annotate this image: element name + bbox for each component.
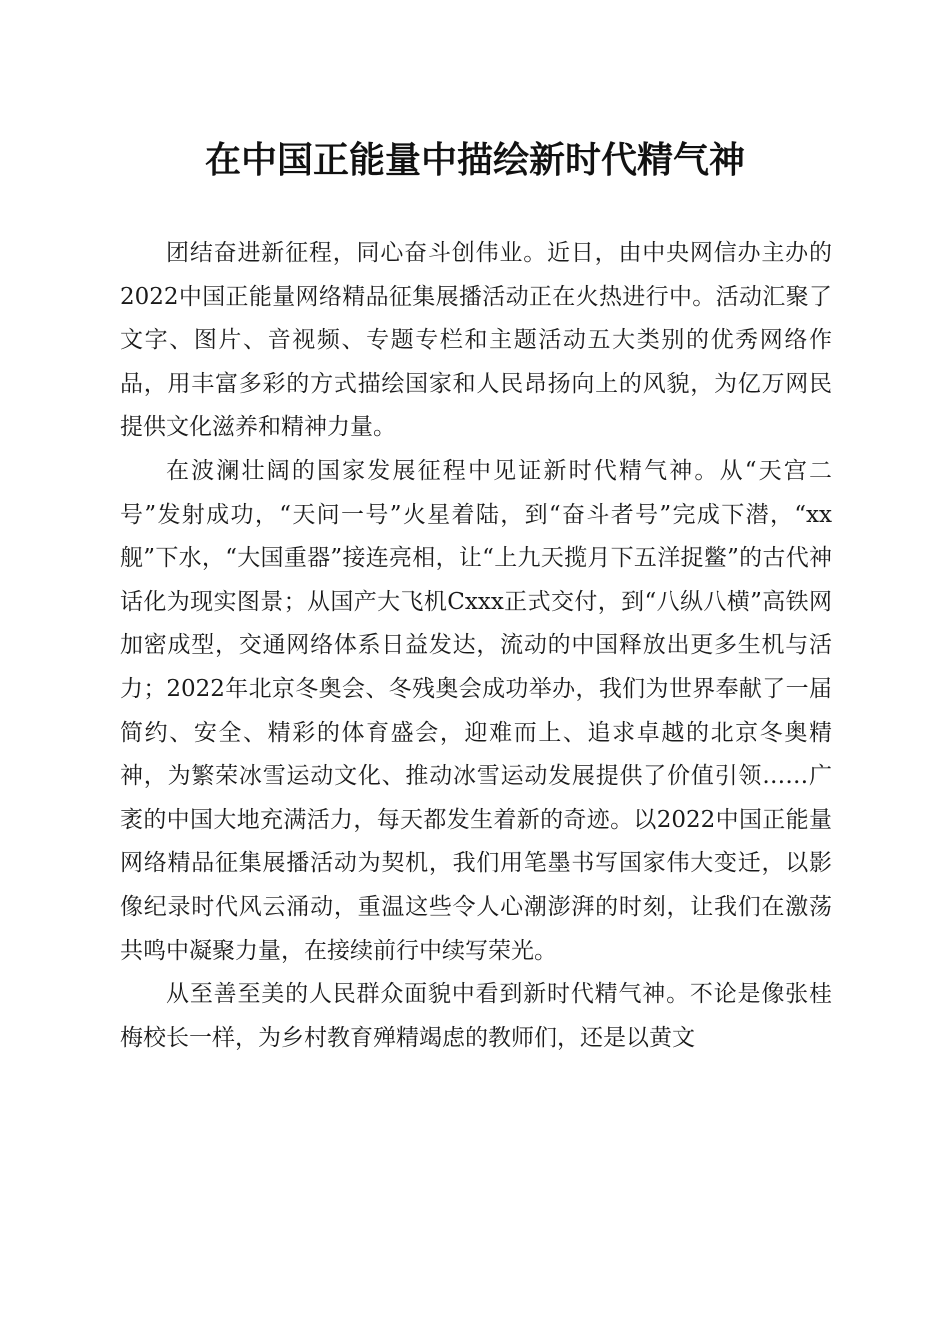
document-body bbox=[120, 232, 832, 1060]
paragraph-2: 在波澜壮阔的国家发展征程中见证新时代精气神。从“天宫二号”发射成功，“天问一号”火星着陆，到“奋斗者号”完成下潜，“xx舰”下水，“大国重器”接连亮相，让“上九天揽月下五洋捉鳖”的古代神话化为现实图景；从国产大飞机Cxxx正式交付，到“八纵八横”高铁网加密成型，交通网络体系日益发达，流动的中国释放出更多生机与活力；2022年北京冬奥会、冬残奥会成功举办，我们为世界奉献了一届简约、安全、精彩的体育盛会，迎难而上、追求卓越的北京冬奥精神，为繁荣冰雪运动文化、推动冰雪运动发展提供了价值引领……广袤的中国大地充满活力，每天都发生着新的奇迹。以2022中国正能量网络精品征集展播活动为契机，我们用笔墨书写国家伟大变迁，以影像纪录时代风云涌动，重温这些令人心潮澎湃的时刻，让我们在激荡共鸣中凝聚力量，在接续前行中续写荣光。 bbox=[120, 457, 832, 964]
paragraph-3: 从至善至美的人民群众面貌中看到新时代精气神。不论是像张桂梅校长一样，为乡村教育殚精竭虑的教师们，还是以黄文 bbox=[120, 981, 832, 1051]
paragraph-1: 团结奋进新征程，同心奋斗创伟业。近日，由中央网信办主办的2022中国正能量网络精品征集展播活动正在火热进行中。活动汇聚了文字、图片、音视频、专题专栏和主题活动五大类别的优秀网络作品，用丰富多彩的方式描绘国家和人民昂扬向上的风貌，为亿万网民提供文化滋养和精神力量。 bbox=[120, 240, 832, 441]
document-title: 在中国正能量中描绘新时代精气神 bbox=[204, 139, 745, 181]
